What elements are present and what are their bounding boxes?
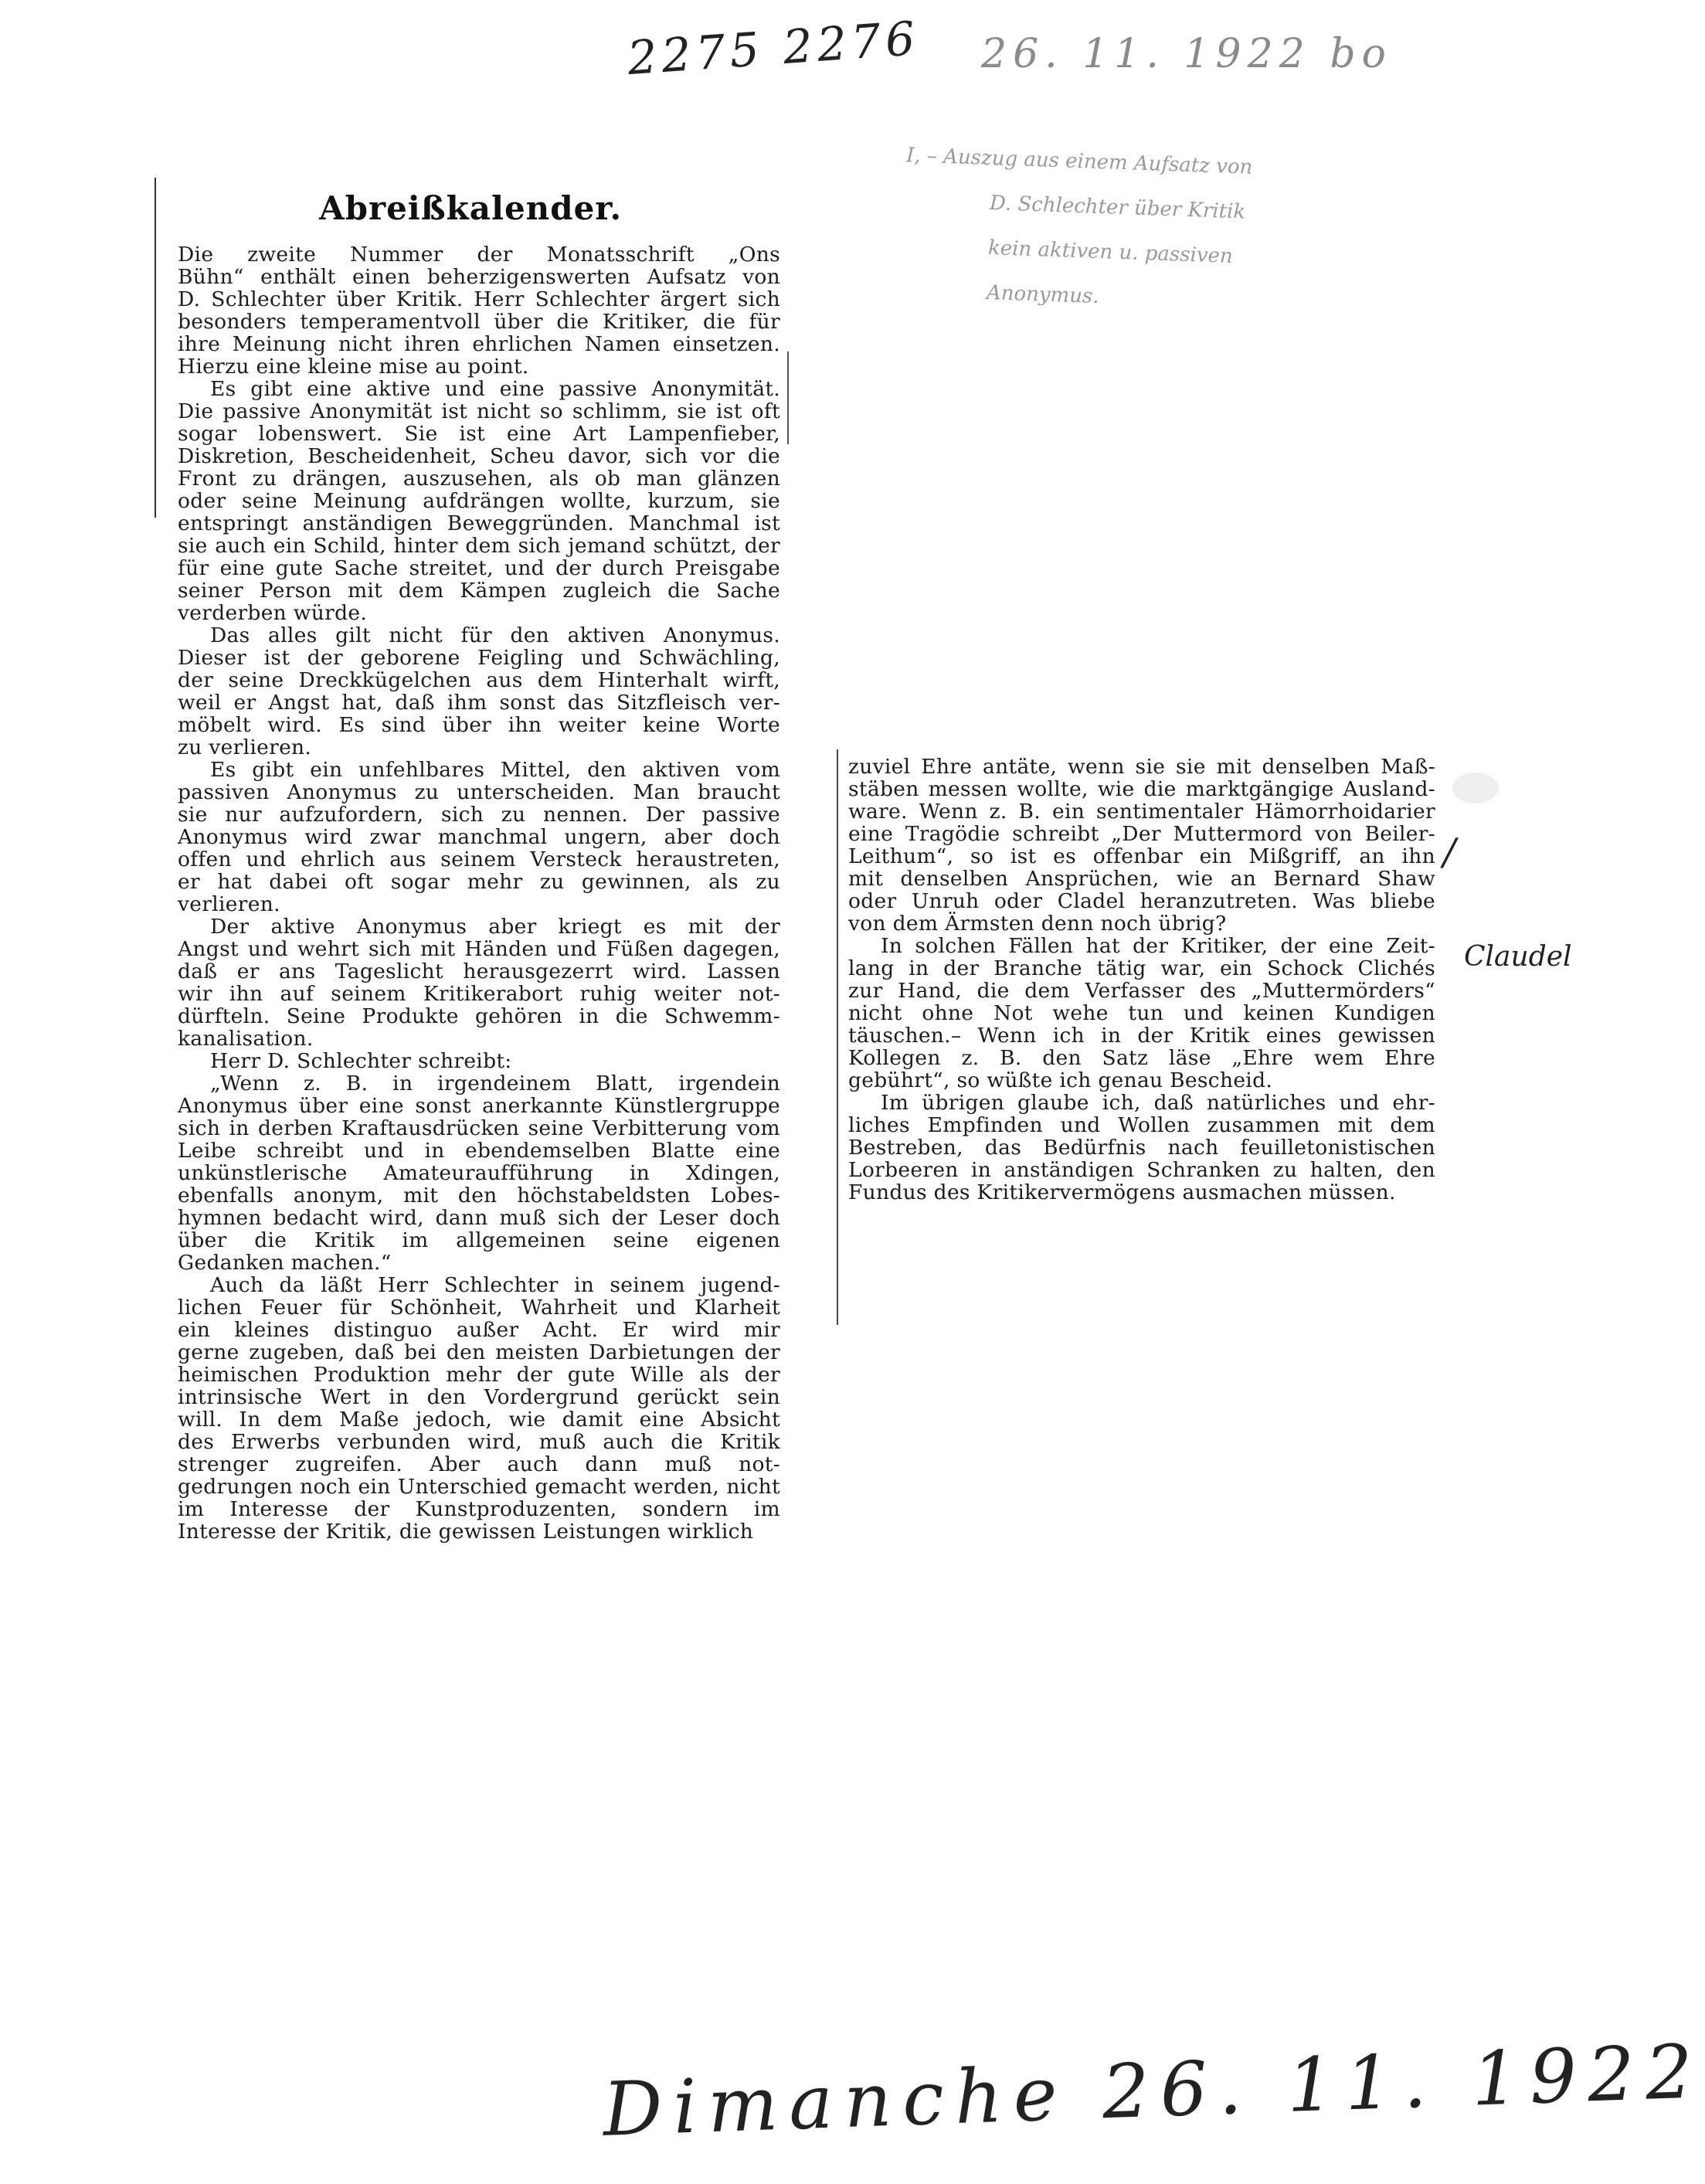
handwritten-archive-numbers: 2275 2276 xyxy=(626,11,922,87)
article-text-line: Angst und wehrt sich mit Händen und Füßen dagegen, xyxy=(178,937,780,961)
article-text-line: besonders temperamentvoll über die Kritiker, die für xyxy=(178,310,780,334)
article-text-line: täuschen.– Wenn ich in der Kritik eines gewissen xyxy=(848,1024,1435,1048)
article-text-line: er hat dabei oft sogar mehr zu gewinnen, als zu xyxy=(178,870,780,894)
article-text-line: zur Hand, die dem Verfasser des „Muttermörders“ xyxy=(848,979,1435,1003)
article-right-column xyxy=(848,756,1435,1204)
article-text-line: intrinsische Wert in den Vordergrund gerückt sein xyxy=(178,1385,780,1409)
article-text-line: Lorbeeren in anständigen Schranken zu halten, den xyxy=(848,1158,1435,1182)
article-text-line: oder Unruh oder Cladel heranzutreten. Was bliebe xyxy=(848,889,1435,913)
article-text-line: Hierzu eine kleine mise au point. xyxy=(178,355,529,379)
article-text-line: der seine Dreckkügelchen aus dem Hinterhalt wirft, xyxy=(178,668,780,692)
handwritten-side-name: Claudel xyxy=(1464,941,1572,973)
article-text-line: Gedanken machen.“ xyxy=(178,1251,392,1275)
article-text-line: Leibe schreibt und in ebendemselben Blatte eine xyxy=(178,1139,780,1163)
article-text-line: Es gibt eine aktive und eine passive Anonymität. xyxy=(210,377,780,401)
article-text-line: dürfteln. Seine Produkte gehören in die Schwemm- xyxy=(178,1004,780,1028)
article-text-line: entspringt anständigen Beweggründen. Manchmal ist xyxy=(178,511,780,535)
article-text-line: Auch da läßt Herr Schlechter in seinem jugend- xyxy=(210,1273,780,1297)
article-text-line: strenger zugreifen. Aber auch dann muß not- xyxy=(178,1452,780,1476)
article-text-line: lang in der Branche tätig war, ein Schock Clichés xyxy=(848,956,1435,980)
article-text-line: hymnen bedacht wird, dann muß sich der Leser doch xyxy=(178,1206,780,1230)
article-text-line: Die zweite Nummer der Monatsschrift „Ons xyxy=(178,243,780,267)
article-text-line: sie nur aufzufordern, sich zu nennen. Der passive xyxy=(178,803,780,827)
left-column-rule xyxy=(155,178,156,518)
article-text-line: ware. Wenn z. B. ein sentimentaler Hämorrhoidarier xyxy=(848,800,1435,824)
article-text-line: für eine gute Sache streitet, und der durch Preisgabe xyxy=(178,556,780,580)
article-text-line: sogar lobenswert. Sie ist eine Art Lampenfieber, xyxy=(178,422,780,446)
article-text-line: von dem Ärmsten denn noch übrig? xyxy=(848,912,1227,936)
article-text-line: zu verlieren. xyxy=(178,735,312,759)
article-text-line: des Erwerbs verbunden wird, muß auch die Kritik xyxy=(178,1430,780,1454)
article-text-line: mit denselben Ansprüchen, wie an Bernard Shaw xyxy=(848,867,1435,891)
article-text-line: ihre Meinung nicht ihren ehrlichen Namen einsetzen. xyxy=(178,332,780,356)
article-title: Abreißkalender. xyxy=(319,189,623,227)
article-text-line: gerne zugeben, daß bei den meisten Darbietungen der xyxy=(178,1340,780,1364)
article-text-line: über die Kritik im allgemeinen seine eigenen xyxy=(178,1228,780,1252)
article-text-line: zuviel Ehre antäte, wenn sie sie mit denselben Maß- xyxy=(848,755,1435,779)
article-text-line: Diskretion, Bescheidenheit, Scheu davor, sich vor die xyxy=(178,444,780,468)
article-text-line: kanalisation. xyxy=(178,1027,314,1051)
article-text-line: Der aktive Anonymus aber kriegt es mit der xyxy=(210,915,780,939)
article-text-line: offen und ehrlich aus seinem Versteck heraustreten, xyxy=(178,847,780,871)
margin-note-line: Anonymus. xyxy=(986,280,1100,309)
article-text-line: eine Tragödie schreibt „Der Muttermord von Beiler- xyxy=(848,822,1435,846)
article-text-line: Im übrigen glaube ich, daß natürliches und ehr- xyxy=(881,1091,1435,1115)
article-text-line: Anonymus wird zwar manchmal ungern, aber doch xyxy=(178,825,780,849)
article-text-line: Fundus des Kritikervermögens ausmachen müssen. xyxy=(848,1180,1396,1204)
article-text-line: D. Schlechter über Kritik. Herr Schlechter ärgert sich xyxy=(178,287,780,311)
article-text-line: im Interesse der Kunstproduzenten, sondern im xyxy=(178,1497,780,1521)
article-text-line: Leithum“, so ist es offenbar ein Mißgriff, an ihn xyxy=(848,844,1435,868)
article-text-line: ein kleines distinguo außer Acht. Er wird mir xyxy=(178,1318,780,1342)
margin-note-line: kein aktiven u. passiven xyxy=(987,236,1234,269)
handwritten-bottom-date: Dimanche 26. 11. 1922 xyxy=(601,2028,1705,2153)
article-text-line: seiner Person mit dem Kämpen zugleich die Sache xyxy=(178,579,780,603)
article-text-line: will. In dem Maße jedoch, wie damit eine Absicht xyxy=(178,1408,780,1432)
article-text-line: Front zu drängen, auszusehen, als ob man glänzen xyxy=(178,467,780,491)
article-text-line: stäben messen wollte, wie die marktgängige Ausland- xyxy=(848,777,1435,801)
article-text-line: unkünstlerische Amateuraufführung in Xdingen, xyxy=(178,1161,780,1185)
article-text-line: heimischen Produktion mehr der gute Wille als der xyxy=(178,1363,780,1387)
article-text-line: daß er ans Tageslicht herausgezerrt wird. Lassen xyxy=(178,960,780,983)
margin-note-line: D. Schlechter über Kritik xyxy=(989,192,1246,224)
article-text-line: liches Empfinden und Wollen zusammen mit dem xyxy=(848,1113,1435,1137)
article-text-line: Interesse der Kritik, die gewissen Leistungen wirklich xyxy=(178,1520,754,1544)
article-text-line: Anonymus über eine sonst anerkannte Künstlergruppe xyxy=(178,1094,780,1118)
margin-note-line: I, – Auszug aus einem Aufsatz von xyxy=(905,144,1253,179)
article-text-line: ebenfalls anonym, mit den höchstabeldsten Lobes- xyxy=(178,1184,780,1207)
article-text-line: gebührt“, so wüßte ich genau Bescheid. xyxy=(848,1068,1273,1092)
article-text-line: oder seine Meinung aufdrängen wollte, kurzum, sie xyxy=(178,489,780,513)
handwritten-mark: / xyxy=(1443,830,1456,874)
article-text-line: wir ihn auf seinem Kritikerabort ruhig weiter not- xyxy=(178,982,780,1006)
article-text-line: Bestreben, das Bedürfnis nach feuilletonistischen xyxy=(848,1136,1435,1160)
article-text-line: gedrungen noch ein Unterschied gemacht werden, nicht xyxy=(178,1475,780,1499)
article-text-line: sich in derben Kraftausdrücken seine Verbitterung vom xyxy=(178,1116,780,1140)
article-left-column xyxy=(178,243,780,1543)
article-text-line: Die passive Anonymität ist nicht so schlimm, sie ist oft xyxy=(178,399,780,423)
article-text-line: „Wenn z. B. in irgendeinem Blatt, irgendein xyxy=(210,1072,780,1095)
article-text-line: Dieser ist der geborene Feigling und Schwächling, xyxy=(178,646,780,670)
article-text-line: Kollegen z. B. den Satz läse „Ehre wem Ehre xyxy=(848,1046,1435,1070)
article-text-line: Das alles gilt nicht für den aktiven Anonymus. xyxy=(210,623,780,647)
article-text-line: verlieren. xyxy=(178,892,280,916)
right-column-rule xyxy=(837,749,838,1325)
paper-smudge xyxy=(1452,773,1499,803)
article-text-line: weil er Angst hat, daß ihm sonst das Sitzfleisch ver- xyxy=(178,691,780,715)
article-text-line: lichen Feuer für Schönheit, Wahrheit und Klarheit xyxy=(178,1296,780,1320)
handwritten-margin-note xyxy=(901,133,1253,324)
article-text-line: In solchen Fällen hat der Kritiker, der eine Zeit- xyxy=(881,934,1435,958)
article-text-line: passiven Anonymus zu unterscheiden. Man braucht xyxy=(178,780,780,804)
handwritten-top-date: 26. 11. 1922 bo xyxy=(981,31,1392,77)
inner-column-rule xyxy=(787,352,789,444)
article-text-line: Herr D. Schlechter schreibt: xyxy=(210,1049,512,1073)
article-text-line: Bühn“ enthält einen beherzigenswerten Aufsatz von xyxy=(178,265,780,289)
article-text-line: Es gibt ein unfehlbares Mittel, den aktiven vom xyxy=(210,758,780,782)
article-text-line: nicht ohne Not wehe tun und keinen Kundigen xyxy=(848,1001,1435,1025)
article-text-line: verderben würde. xyxy=(178,601,368,625)
article-text-line: möbelt wird. Es sind über ihn weiter keine Worte xyxy=(178,713,780,737)
article-text-line: sie auch ein Schild, hinter dem sich jemand schützt, der xyxy=(178,534,780,558)
